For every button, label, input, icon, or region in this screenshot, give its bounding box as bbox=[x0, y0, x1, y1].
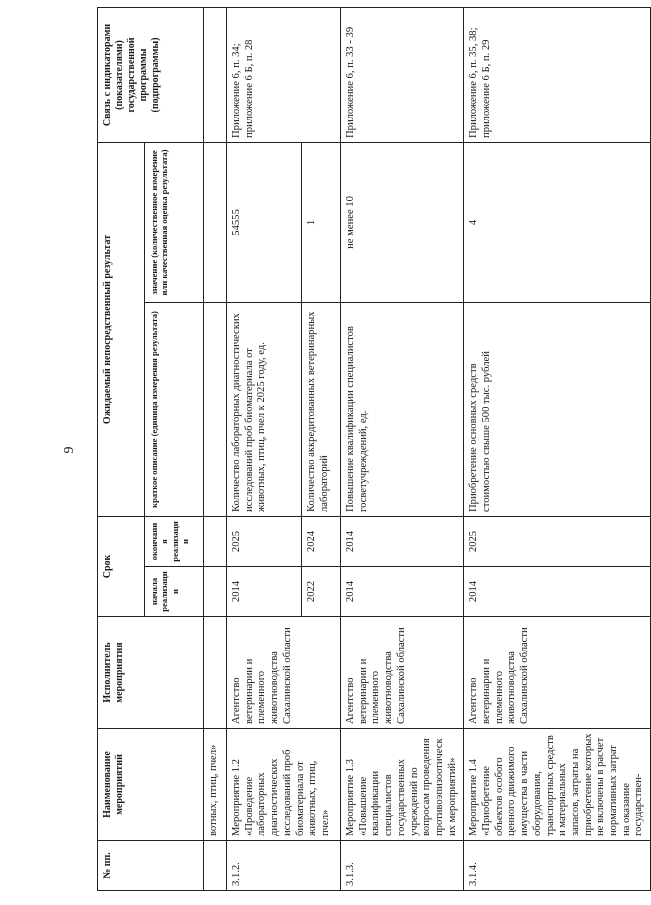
cell-start: 2014 bbox=[341, 567, 464, 617]
header-executor: Исполнитель мероприятия bbox=[98, 617, 204, 729]
header-term-start: начала реализации bbox=[145, 567, 204, 617]
cell-link: Приложение 6, п. 33 - 39 bbox=[341, 7, 464, 142]
header-num: № пп. bbox=[98, 841, 204, 891]
cell-start: 2014 bbox=[464, 567, 651, 617]
cell-link: Приложение 6, п. 34; приложение 6 Б, п. 28 bbox=[227, 7, 341, 142]
page-number: 9 bbox=[62, 446, 77, 454]
cell-continuation-name: вотных, птиц, пчел» bbox=[204, 729, 227, 841]
cell-empty bbox=[204, 302, 227, 516]
header-name: Наименование мероприятий bbox=[98, 729, 204, 841]
cell-empty bbox=[204, 567, 227, 617]
table-row bbox=[464, 7, 651, 890]
cell-num: 3.1.2. bbox=[227, 841, 341, 891]
cell-end: 2025 bbox=[227, 516, 302, 566]
cell-value: 54555 bbox=[227, 142, 302, 302]
cell-num: 3.1.4. bbox=[464, 841, 651, 891]
cell-executor: Агентство ветеринарии и племенного животноводства Сахалинской области bbox=[464, 617, 651, 729]
cell-end: 2024 bbox=[302, 516, 341, 566]
cell-value: 1 bbox=[302, 142, 341, 302]
cell-empty bbox=[204, 142, 227, 302]
header-expected-value: значение (количественное измерение или качественная оценка результата) bbox=[145, 142, 204, 302]
cell-empty bbox=[204, 7, 227, 142]
cell-value: 4 bbox=[464, 142, 651, 302]
header-link: Связь с индикаторами (показателями) государственной программы (подпрограммы) bbox=[98, 7, 204, 142]
cell-value: не менее 10 bbox=[341, 142, 464, 302]
header-term-end: окончания реализации bbox=[145, 516, 204, 566]
cell-num: 3.1.3. bbox=[341, 841, 464, 891]
cell-empty bbox=[204, 516, 227, 566]
activities-table bbox=[97, 7, 651, 891]
cell-desc: Приобретение основных средств стоимостью свыше 500 тыс. рублей bbox=[464, 302, 651, 516]
cell-desc: Количество лабораторных диагностических исследований проб биоматериала от животных, птиц, пчел к 2025 году, ед. bbox=[227, 302, 302, 516]
cell-executor: Агентство ветеринарии и племенного животноводства Сахалинской области bbox=[341, 617, 464, 729]
cell-name: Мероприятие 1.4 «Приобретение объектов особого ценного движимого имущества в части оборудования, транспортных средств и материальных запасов, затраты на приобретение которых не включены в расчет нормативных затрат на оказание государствен- bbox=[464, 729, 651, 841]
cell-name: Мероприятие 1.3 «Повышение квалификации специалистов государственных учреждений по вопросам проведения противоэпизоотических мероприятий» bbox=[341, 729, 464, 841]
cell-start: 2014 bbox=[227, 567, 302, 617]
table-row bbox=[227, 7, 302, 890]
cell-end: 2025 bbox=[464, 516, 651, 566]
table-row bbox=[204, 7, 227, 890]
header-term: Срок bbox=[98, 516, 145, 616]
cell-desc: Количество аккредитованных ветеринарных лабораторий bbox=[302, 302, 341, 516]
table-header-row bbox=[98, 7, 145, 890]
cell-executor: Агентство ветеринарии и племенного животноводства Сахалинской области bbox=[227, 617, 341, 729]
table-row bbox=[341, 7, 464, 890]
header-expected-desc: краткое описание (единица измерения результата) bbox=[145, 302, 204, 516]
cell-link: Приложение 6, п. 35, 38; приложение 6 Б, п. 29 bbox=[464, 7, 651, 142]
cell-name: Мероприятие 1.2 «Проведение лабораторных диагностических исследований проб биоматериала от животных, птиц, пчел» bbox=[227, 729, 341, 841]
header-expected: Ожидаемый непосредственный результат bbox=[98, 142, 145, 516]
cell-empty bbox=[204, 617, 227, 729]
cell-desc: Повышение квалификации специалистов госветучреждений, ед. bbox=[341, 302, 464, 516]
cell-empty bbox=[204, 841, 227, 891]
cell-end: 2014 bbox=[341, 516, 464, 566]
cell-start: 2022 bbox=[302, 567, 341, 617]
